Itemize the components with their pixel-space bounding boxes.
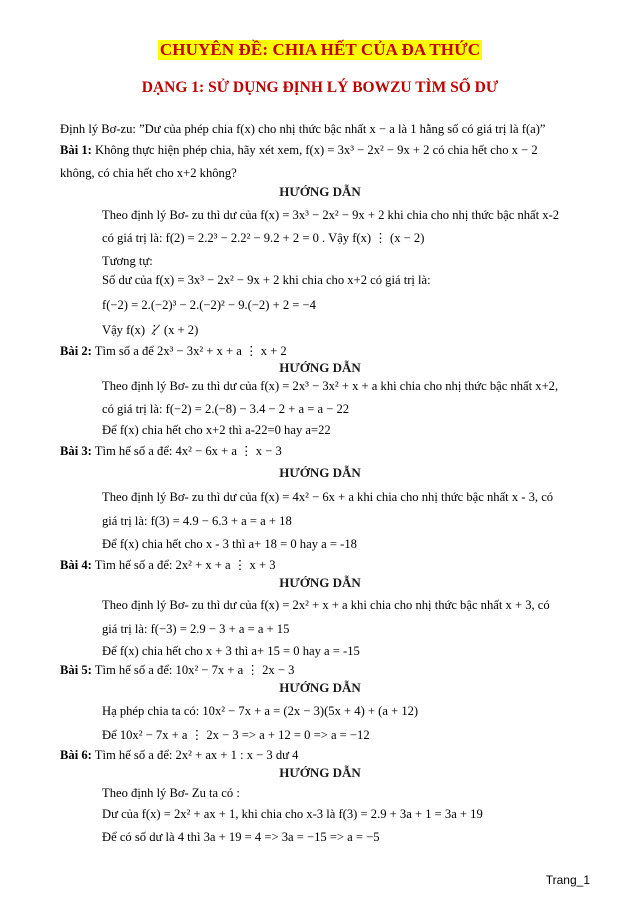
text-line [60,662,294,678]
text-line [60,142,538,158]
text-line [102,703,418,719]
line-text: Hạ phép chia ta có: 10x² − 7x + a = (2x − 3)(5x + 4) + (a + 12) [102,704,419,718]
line-text: Để 10x² − 7x + a ⋮ 2x − 3 => a + 12 = 0 => a = −12 [102,728,370,742]
line-text: Định lý Bơ-zu: ”Dư của phép chia f(x) cho nhị thức bậc nhất x − a là 1 hằng số có giá trị là f(a)” [60,122,546,136]
line-text: có giá trị là: f(−2) = 2.(−8) − 3.4 − 2 + a = a − 22 [102,402,350,416]
guide-heading: HƯỚNG DẪN [279,680,361,695]
text-line [102,253,153,269]
line-text: Để f(x) chia hết cho x + 3 thì a+ 15 = 0 hay a = -15 [102,644,360,658]
guide-heading: HƯỚNG DẪN [279,465,361,480]
text-line [102,829,380,845]
line-text: Để f(x) chia hết cho x - 3 thì a+ 18 = 0 hay a = -18 [102,537,357,551]
text-line [60,557,276,573]
text-line [102,597,550,613]
exercise-label: Bài 6: [60,748,92,762]
line-text: giá trị là: f(3) = 4.9 − 6.3 + a = a + 18 [102,514,292,528]
text-line [102,785,240,801]
text-line [60,747,298,763]
line-text: Theo định lý Bơ- zu thì dư của f(x) = 3x³ − 2x² − 9x + 2 khi chia cho nhị thức bậc nhất x-2 [102,208,560,222]
text-line [60,121,546,137]
text-line [102,422,331,438]
line-text: Dư của f(x) = 2x² + ax + 1, khi chia cho x-3 là f(3) = 2.9 + 3a + 1 = 3a + 19 [102,807,483,821]
line-text: f(−2) = 2.(−2)³ − 2.(−2)² − 9.(−2) + 2 = −4 [102,298,316,312]
text-line [102,806,483,822]
line-text: Tương tự: [102,254,153,268]
text-line [102,401,349,417]
line-text: Tìm hế số a để: 10x² − 7x + a ⋮ 2x − 3 [91,663,295,677]
page-footer: Trang_1 [545,873,590,887]
line-text: Theo định lý Bơ- Zu ta có : [102,786,240,800]
line-text: Vậy f(x) ⋮̸ (x + 2) [102,323,199,337]
line-text: có giá trị là: f(2) = 2.2³ − 2.2² − 9.2 + 2 = 0 . Vậy f(x) ⋮ (x − 2) [102,231,425,245]
text-line [102,536,357,552]
line-text: Tìm hế số a để: 2x² + x + a ⋮ x + 3 [91,558,276,572]
title-container [0,40,640,60]
exercise-label: Bài 2: [60,344,92,358]
line-text: Theo định lý Bơ- zu thì dư của f(x) = 2x³ − 3x² + x + a khi chia cho nhị thức bậc nhất x+2, [102,379,559,393]
text-line [102,297,316,313]
line-text: Tìm số a để 2x³ − 3x² + x + a ⋮ x + 2 [91,344,287,358]
text-line [102,621,289,637]
text-line [60,443,282,459]
line-text: giá trị là: f(−3) = 2.9 − 3 + a = a + 15 [102,622,290,636]
text-line [102,513,292,529]
text-line [102,272,431,288]
text-line [60,343,287,359]
exercise-label: Bài 1: [60,143,92,157]
page-title: CHUYÊN ĐỀ: CHIA HẾT CỦA ĐA THỨC [159,40,481,59]
line-text: Không thực hiện phép chia, hãy xét xem, f(x) = 3x³ − 2x² − 9x + 2 có chia hết cho x − 2 [91,143,538,157]
exercise-label: Bài 3: [60,444,92,458]
text-line [102,230,424,246]
line-text: Để có số dư là 4 thì 3a + 19 = 4 => 3a = −15 => a = −5 [102,830,380,844]
guide-heading: HƯỚNG DẪN [279,575,361,590]
line-text: Số dư của f(x) = 3x³ − 2x² − 9x + 2 khi chia cho x+2 có giá trị là: [102,273,431,287]
line-text: Để f(x) chia hết cho x+2 thì a-22=0 hay a=22 [102,423,331,437]
exercise-label: Bài 4: [60,558,92,572]
line-text: Tìm hế số a để: 4x² − 6x + a ⋮ x − 3 [91,444,282,458]
guide-heading: HƯỚNG DẪN [279,184,361,199]
text-line [102,489,553,505]
exercise-label: Bài 5: [60,663,92,677]
text-line [102,727,370,743]
line-text: Tìm hế số a để: 2x² + ax + 1 : x − 3 dư 4 [91,748,299,762]
section-subtitle: DẠNG 1: SỬ DỤNG ĐỊNH LÝ BOWZU TÌM SỐ DƯ [141,79,499,96]
line-text: Theo định lý Bơ- zu thì dư của f(x) = 4x² − 6x + a khi chia cho nhị thức bậc nhất x - 3, có [102,490,554,504]
guide-heading: HƯỚNG DẪN [279,360,361,375]
text-line [60,165,237,181]
text-line [102,207,559,223]
line-text: không, có chia hết cho x+2 không? [60,166,237,180]
text-line [102,322,198,338]
text-line [102,643,360,659]
line-text: Theo định lý Bơ- zu thì dư của f(x) = 2x² + x + a khi chia cho nhị thức bậc nhất x + 3, có [102,598,550,612]
guide-heading: HƯỚNG DẪN [279,765,361,780]
text-line [102,378,558,394]
